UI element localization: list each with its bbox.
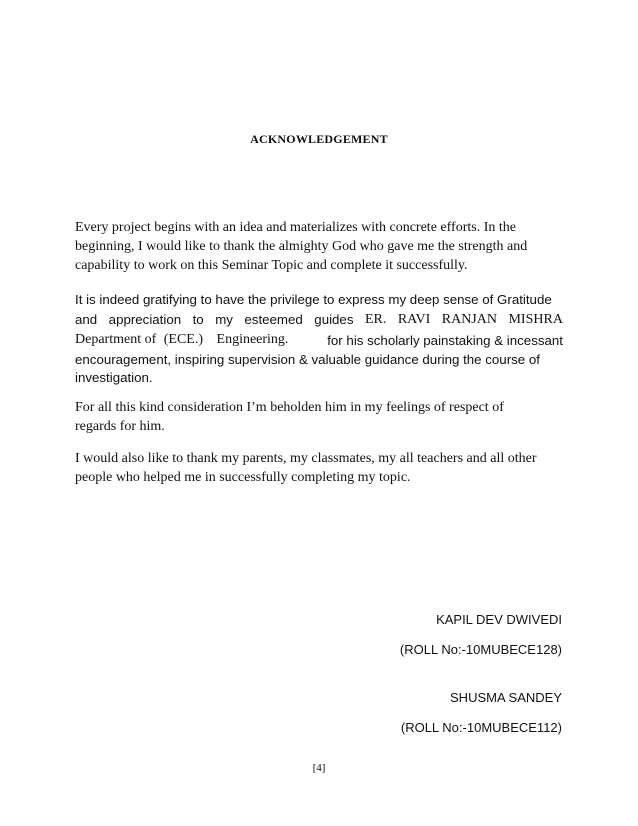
word: ER. [364,312,387,327]
paragraph-2-line-3-end: for his scholarly painstaking & incessant [327,333,563,348]
signatory-name-2: SHUSMA SANDEY [450,690,562,705]
word: appreciation [108,312,182,327]
word: my [215,312,233,327]
signatory-roll-2: (ROLL No:-10MUBECE112) [400,720,562,735]
paragraph-4-line-1: I would also like to thank my parents, my classmates, my all teachers and all other [75,451,537,466]
word: RAVI [397,312,431,327]
word: guides [314,312,354,327]
paragraph-1-line-3: capability to work on this Seminar Topic and complete it successfully. [75,258,468,273]
signatory-roll-1: (ROLL No:-10MUBECE128) [399,642,562,657]
paragraph-1-line-2: beginning, I would like to thank the almighty God who gave me the strength and [75,239,528,254]
department-label: Department of [75,332,157,347]
paragraph-2-line-5: investigation. [75,370,153,385]
paragraph-3-line-2: regards for him. [75,419,165,434]
word: RANJAN [441,312,497,327]
paragraph-1-line-1: Every project begins with an idea and materializes with concrete efforts. In the [75,220,516,235]
signatory-name-1: KAPIL DEV DWIVEDI [436,612,562,627]
word: to [192,312,204,327]
paragraph-2-line-4-text: encouragement, inspiring supervision & valuable guidance during the course of [75,352,540,367]
word: esteemed [244,312,303,327]
paragraph-2-line-4 [75,352,563,367]
department-suffix: Engineering. [216,332,289,347]
paragraph-2-line-3 [75,332,563,348]
paragraph-4-line-2: people who helped me in successfully completing my topic. [75,470,411,485]
paragraph-2-line-2 [75,312,563,328]
paragraph-3-line-1: For all this kind consideration I’m beholden him in my feelings of respect of [75,400,504,415]
word: and [75,312,98,327]
page-number: [4] [312,762,326,774]
word: MISHRA [508,312,563,327]
page-title: ACKNOWLEDGEMENT [250,132,388,146]
department-code: (ECE.) [163,332,204,347]
paragraph-2-line-1 [75,292,563,307]
paragraph-2-line-1-text: It is indeed gratifying to have the privilege to express my deep sense of Gratitude [75,292,552,307]
